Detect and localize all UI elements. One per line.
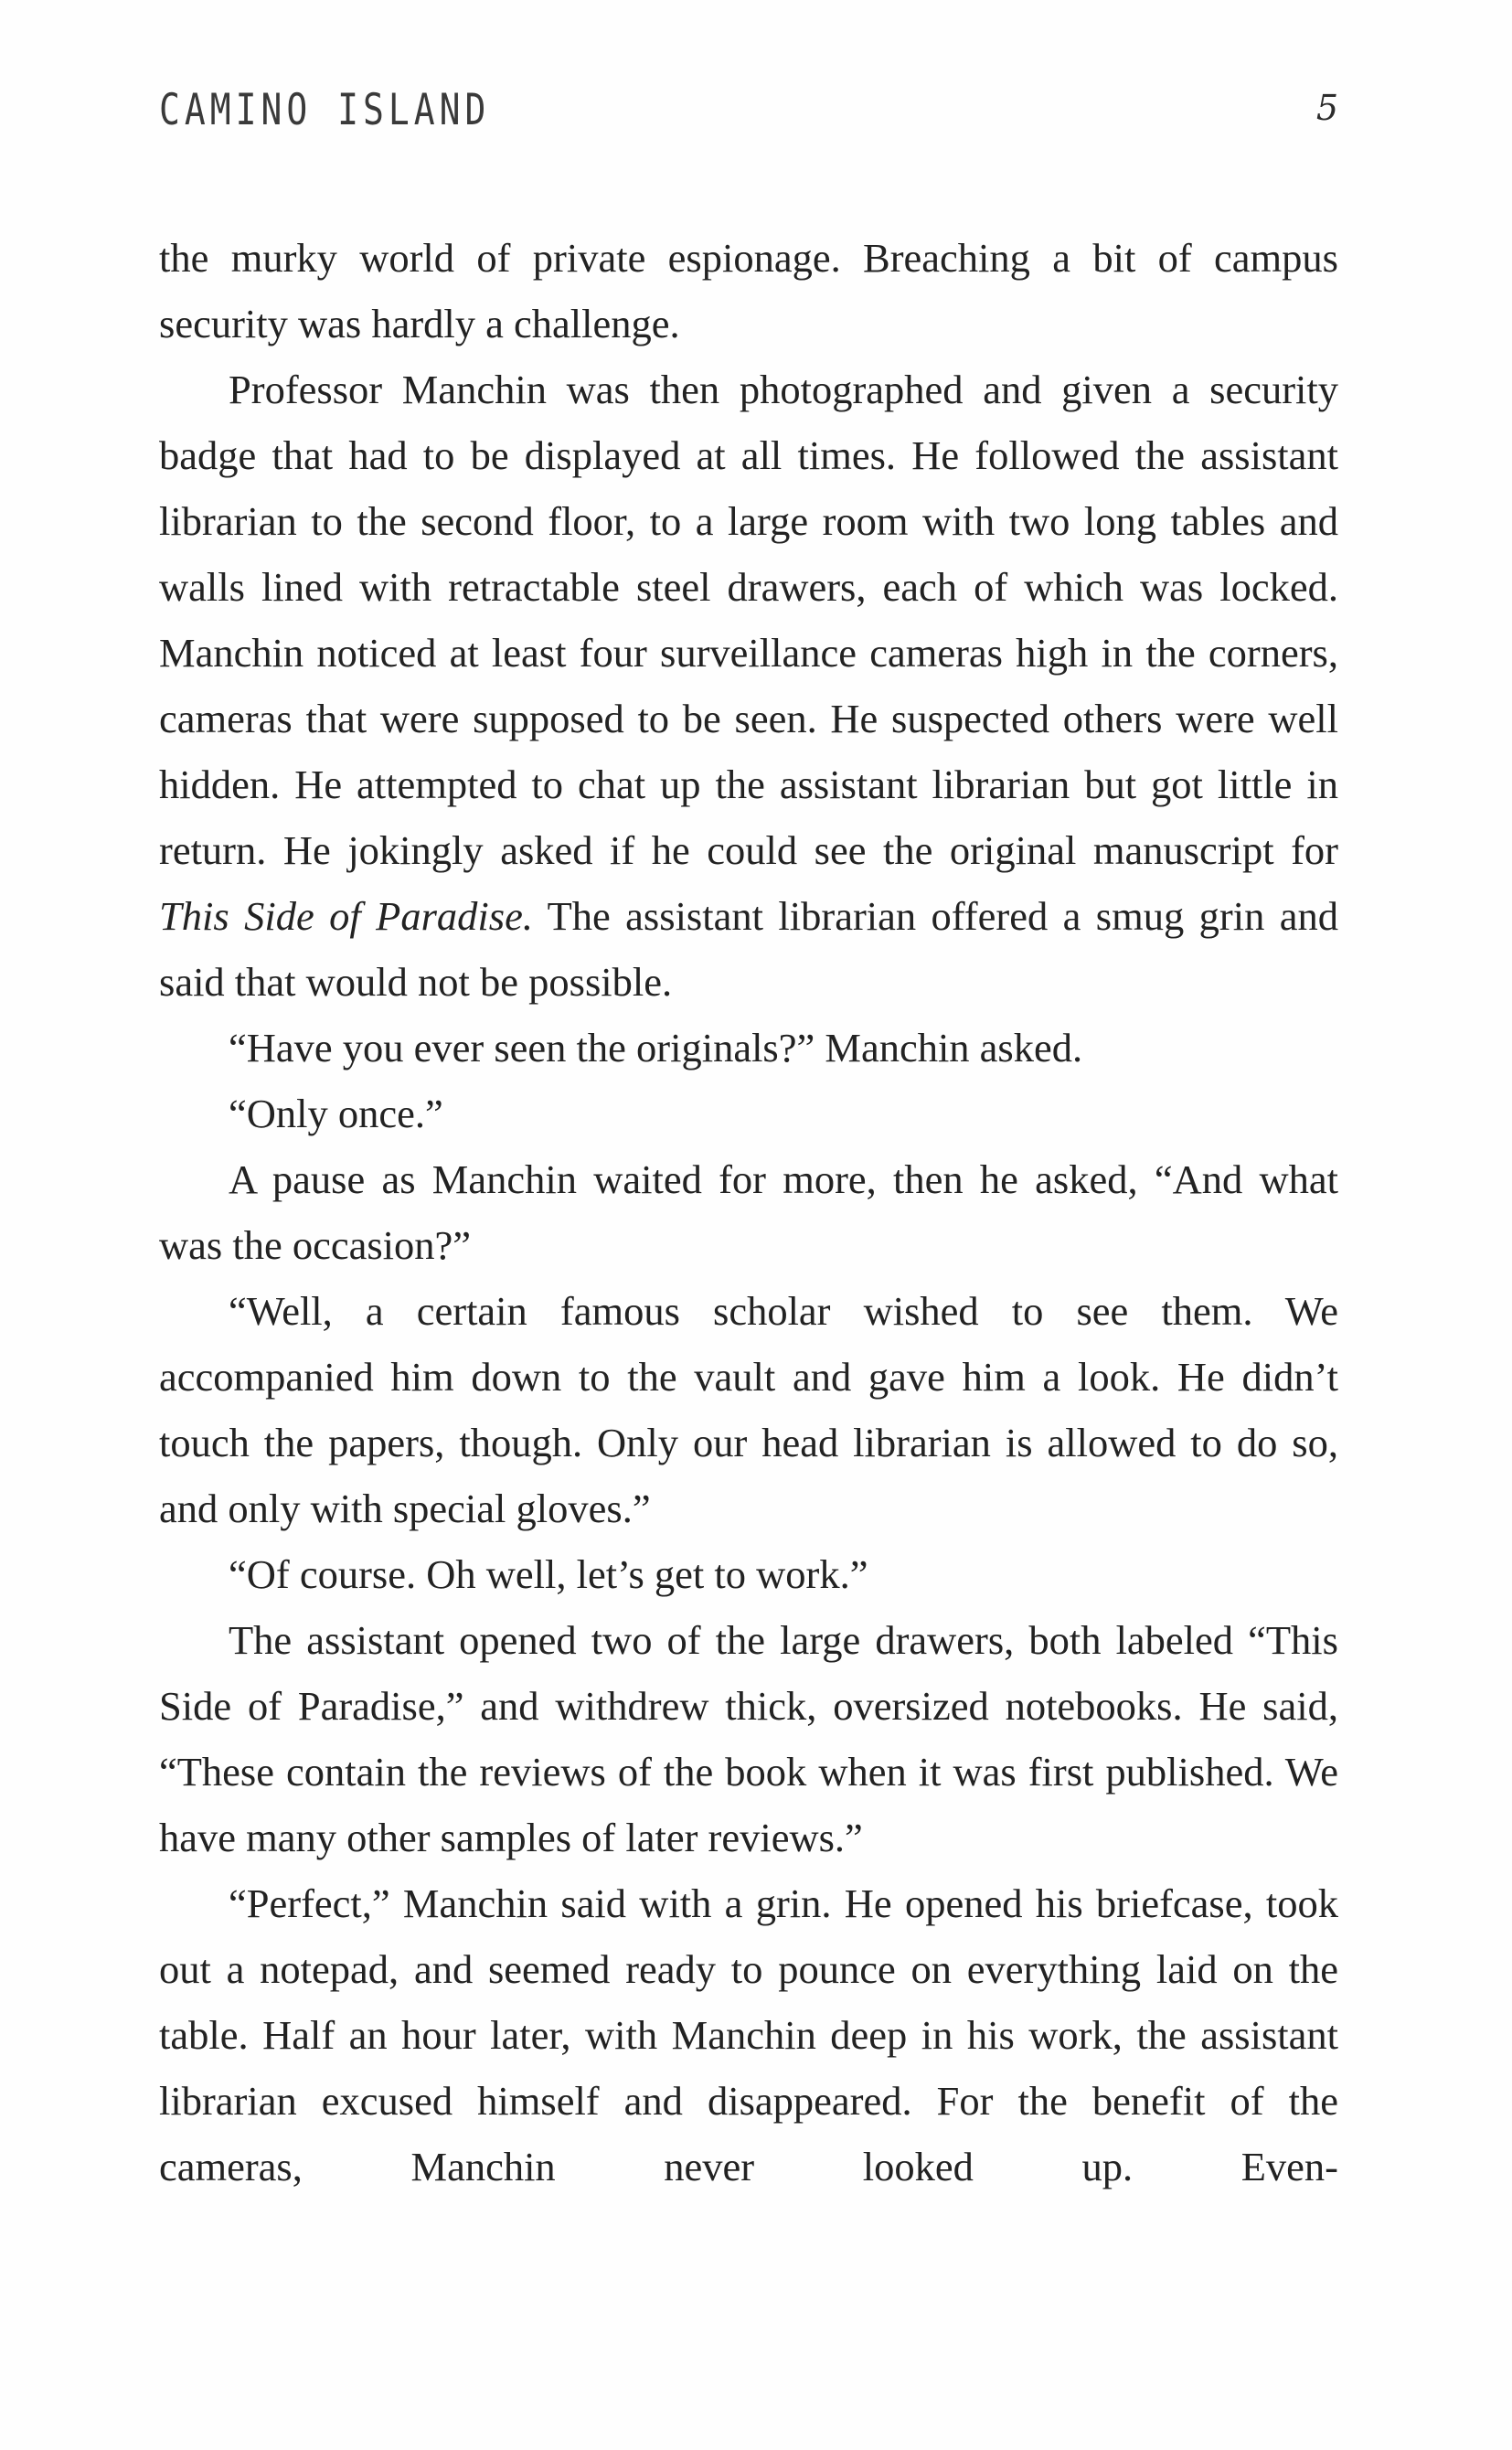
paragraph-text: The assistant librarian offered a smug grin and said that would not be possible. — [159, 893, 1338, 1005]
paragraph: A pause as Manchin waited for more, then he asked, “And what was the occasion?” — [159, 1156, 1338, 1268]
paragraph: “Have you ever seen the originals?” Manchin asked. — [229, 1025, 1083, 1071]
paragraph — [159, 357, 1338, 1015]
paragraph: “Perfect,” Manchin said with a grin. He opened his briefcase, took out a notepad, and seemed ready to pounce on everything laid on the table. Half an hour later, with Manchin deep in his work, the assistant librarian excused himself and disappeared. For the benefit of the cameras, Manchin never looked up. Even- — [159, 1880, 1338, 2189]
paragraph-continued: the murky world of private espionage. Breaching a bit of campus security was hardly a challenge. — [159, 235, 1338, 346]
body-text — [159, 225, 1338, 2200]
running-head-title: CAMINO ISLAND — [159, 84, 491, 134]
paragraph: The assistant opened two of the large drawers, both labeled “This Side of Paradise,” and withdrew thick, oversized notebooks. He said, “These contain the reviews of the book when it was first published. We have many other samples of later reviews.” — [159, 1617, 1338, 1860]
paragraph: “Of course. Oh well, let’s get to work.” — [229, 1551, 868, 1597]
page-number: 5 — [1315, 88, 1338, 128]
paragraph: “Well, a certain famous scholar wished to see them. We accompanied him down to the vault and gave him a look. He didn’t touch the papers, though. Only our head librarian is allowed to do so, and only with special gloves.” — [159, 1288, 1338, 1531]
paragraph-text: Professor Manchin was then photographed and given a security badge that had to be displayed at all times. He followed the assistant librarian to the second floor, to a large room with two long tables and walls lined with retractable steel drawers, each of which was locked. Manchin noticed at least four surveillance cameras high in the corners, cameras that were supposed to be seen. He suspected others were well hidden. He attempted to chat up the assistant librarian but got little in return. He jokingly asked if he could see the original manuscript for — [159, 367, 1338, 873]
paragraph: “Only once.” — [229, 1091, 443, 1136]
book-title-italic: This Side of Paradise. — [159, 893, 533, 939]
